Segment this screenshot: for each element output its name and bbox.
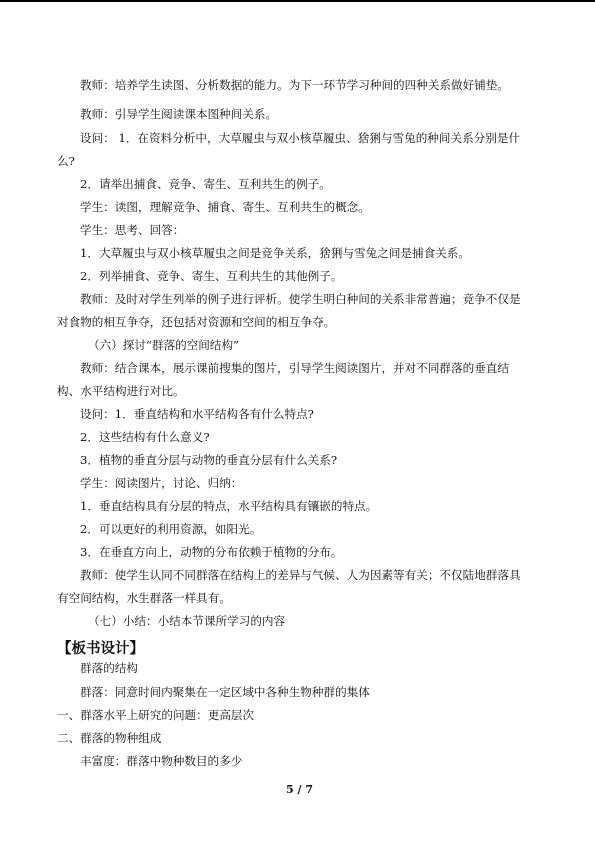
section-subtitle: （六）探讨“群落的空间结构”	[88, 338, 239, 352]
text-line: 2．列举捕食、竞争、寄生、互利共生的其他例子。	[80, 269, 343, 283]
board-line: 二、群落的物种组成	[57, 731, 162, 745]
text-line: 学生：读图，理解竞争、捕食、寄生、互利共生的概念。	[80, 200, 370, 214]
text-line: 教师：培养学生读图、分析数据的能力。为下一环节学习种间的四种关系做好铺垫。	[80, 78, 509, 92]
text-line: 有空间结构，水生群落一样具有。	[57, 591, 231, 605]
text-line: 2．可以更好的利用资源，如阳光。	[80, 522, 262, 536]
text-line: 3．在垂直方向上，动物的分布依赖于植物的分布。	[80, 545, 343, 559]
text-line: 教师：结合课本，展示课前搜集的图片，引导学生阅读图片，并对不同群落的垂直结	[80, 361, 509, 375]
board-line: 群落：同意时间内聚集在一定区域中各种生物种群的集体	[80, 685, 370, 699]
text-line: 学生：思考、回答：	[80, 223, 185, 237]
section-subtitle: （七）小结：小结本节课所学习的内容	[88, 614, 286, 628]
text-line: 构、水平结构进行对比。	[57, 384, 185, 398]
text-line: 教师：及时对学生列举的例子进行评析。使学生明白种间的关系非常普遍；竞争不仅是	[80, 292, 521, 306]
text-line: 么?	[57, 154, 75, 168]
text-line: 2．请举出捕食、竞争、寄生、互利共生的例子。	[80, 177, 331, 191]
text-line: 2．这些结构有什么意义?	[80, 430, 210, 444]
text-line: 学生：阅读图片，讨论、归纳：	[80, 476, 243, 490]
board-line: 群落的结构	[80, 661, 138, 675]
text-line: 设问： 1．在资料分析中，大草履虫与双小核草履虫、猞猁与雪兔的种间关系分别是什	[80, 131, 521, 145]
page-top-rule	[0, 0, 595, 2]
text-line: 对食物的相互争夺，还包括对资源和空间的相互争夺。	[57, 315, 336, 329]
text-line: 3．植物的垂直分层与动物的垂直分层有什么关系?	[80, 453, 338, 467]
text-line: 1．大草履虫与双小核草履虫之间是竞争关系，猞猁与雪兔之间是捕食关系。	[80, 246, 470, 260]
page-number: 5 / 7	[286, 783, 313, 796]
text-line: 1．垂直结构具有分层的特点，水平结构具有镶嵌的特点。	[80, 499, 378, 513]
board-line: 丰富度：群落中物种数目的多少	[80, 754, 243, 768]
section-heading: 【板书设计】	[57, 640, 144, 657]
board-line: 一、群落水平上研究的问题：更高层次	[57, 708, 255, 722]
text-line: 教师：引导学生阅读课本图种间关系。	[80, 107, 278, 121]
text-line: 设问：1．垂直结构和水平结构各有什么特点?	[80, 407, 314, 421]
text-line: 教师：使学生认同不同群落在结构上的差异与气候、人为因素等有关；不仅陆地群落具	[80, 568, 521, 582]
